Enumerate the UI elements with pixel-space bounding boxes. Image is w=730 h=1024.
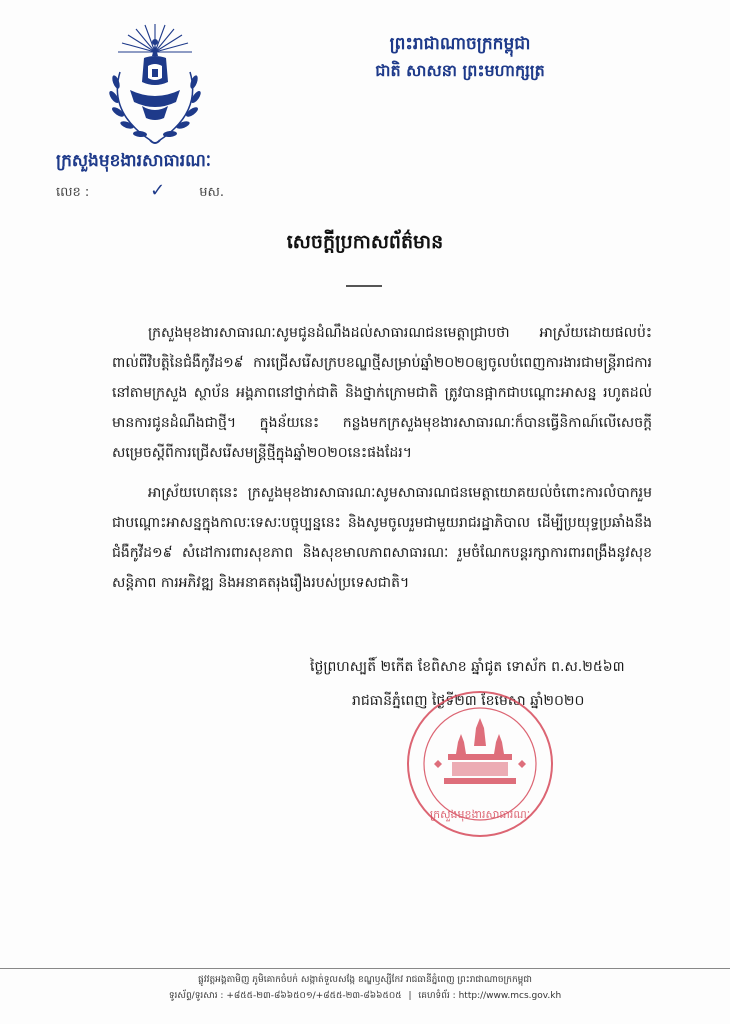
letter-number-suffix: មស. xyxy=(199,185,225,200)
seal-text: ក្រសួងមុខងារសាធារណៈ xyxy=(429,808,531,821)
solar-date: រាជធានីភ្នំពេញ ថ្ងៃទី២៣ ខែមេសា ឆ្នាំ២០២០ xyxy=(352,693,585,709)
footer-address: ផ្លូវវត្តអង្គតាមិញ ភូមិគោកចំបក់ សង្កាត់ទួលសង្កែ ខណ្ឌឫស្សីកែវ រាជធានីភ្នំពេញ ព្រះរាជាណាចក្រកម្ពុជា xyxy=(198,975,532,985)
ministry-name: ក្រសួងមុខងារសាធារណៈ xyxy=(56,151,212,171)
checkmark-icon: ✓ xyxy=(150,180,166,201)
letter-number xyxy=(56,180,224,203)
kingdom-header xyxy=(300,30,620,84)
document-title: សេចក្ដីប្រកាសព័ត៌មាន xyxy=(286,231,444,253)
footer-website-label: គេហទំព័រ : xyxy=(418,991,456,1001)
footer-phone: +៨៥៥-២៣-៨៦៦៥០១/+៨៥៥-២៣-៨៦៦៥០៥ xyxy=(226,991,402,1001)
document-body xyxy=(112,318,652,608)
body-paragraph-1: ក្រសួងមុខងារសាធារណៈសូមជូនដំណឹងដល់សាធារណជនមេត្តាជ្រាបថា អាស្រ័យដោយផលប៉ះពាល់ពីវិបត្តិនៃជំងឺកូវីដ១៩ ការជ្រើសរើសក្របខណ្ឌថ្មីសម្រាប់ឆ្នាំ២០២០ឲ្យចូលបំពេញការងារជាមន្ត្រីរាជការនៅតាមក្រសួង ស្ថាប័ន អង្គភាពនៅថ្នាក់ជាតិ និងថ្នាក់ក្រោមជាតិ ត្រូវបានផ្អាកជាបណ្ដោះអាសន្ន រហូតដល់មានការជូនដំណឹងជាថ្មី។ ក្នុងន័យនេះ កន្លងមកក្រសួងមុខងារសាធារណៈក៏បានធ្វើនិកាណ៍លើសេចក្ដីសម្រេចស្ដីពីការជ្រើសរើសមន្ត្រីថ្មីក្នុងឆ្នាំ២០២០នេះផងដែរ។ xyxy=(112,325,652,461)
title-divider xyxy=(346,285,382,287)
kingdom-name: ព្រះរាជាណាចក្រកម្ពុជា xyxy=(389,34,531,54)
footer-divider xyxy=(0,968,730,969)
lunar-date: ថ្ងៃព្រហស្បតិ៍ ២កើត ខែពិសាខ ឆ្នាំជូត ទោស័ក ព.ស.២៥៦៣ xyxy=(310,659,625,675)
letter-number-label: លេខ : xyxy=(56,185,90,200)
footer-website-link[interactable]: http://www.mcs.gov.kh xyxy=(458,991,562,1001)
national-motto: ជាតិ សាសនា ព្រះមហាក្សត្រ xyxy=(375,61,545,80)
footer xyxy=(0,972,730,1004)
official-seal-icon xyxy=(404,688,556,840)
royal-emblem-icon xyxy=(100,22,210,152)
body-paragraph-2: អាស្រ័យហេតុនេះ ក្រសួងមុខងារសាធារណៈសូមសាធារណជនមេត្តាយោគយល់ចំពោះការលំបាករួមជាបណ្ដោះអាសន្នក្នុងកាលៈទេសៈបច្ចុប្បន្ននេះ និងសូមចូលរួមជាមួយរាជរដ្ឋាភិបាល ដើម្បីប្រយុទ្ធប្រឆាំងនឹងជំងឺកូវីដ១៩ សំដៅការពារសុខភាព និងសុខមាលភាពសាធារណៈ រួមចំណែកបន្តរក្សាការពារពង្រឹងនូវសុខសន្ដិភាព ការអភិវឌ្ឍ និងអនាគតរុងរឿងរបស់ប្រទេសជាតិ។ xyxy=(112,485,652,591)
footer-contact: ទូរស័ព្ទ/ទូរសារ : +៨៥៥-២៣-៨៦៦៥០១/+៨៥៥-២៣-៨៦៦៥០៥ | គេហទំព័រ : http://www.mcs.gov.kh xyxy=(168,991,562,1001)
footer-phone-label: ទូរស័ព្ទ/ទូរសារ : xyxy=(168,991,224,1001)
